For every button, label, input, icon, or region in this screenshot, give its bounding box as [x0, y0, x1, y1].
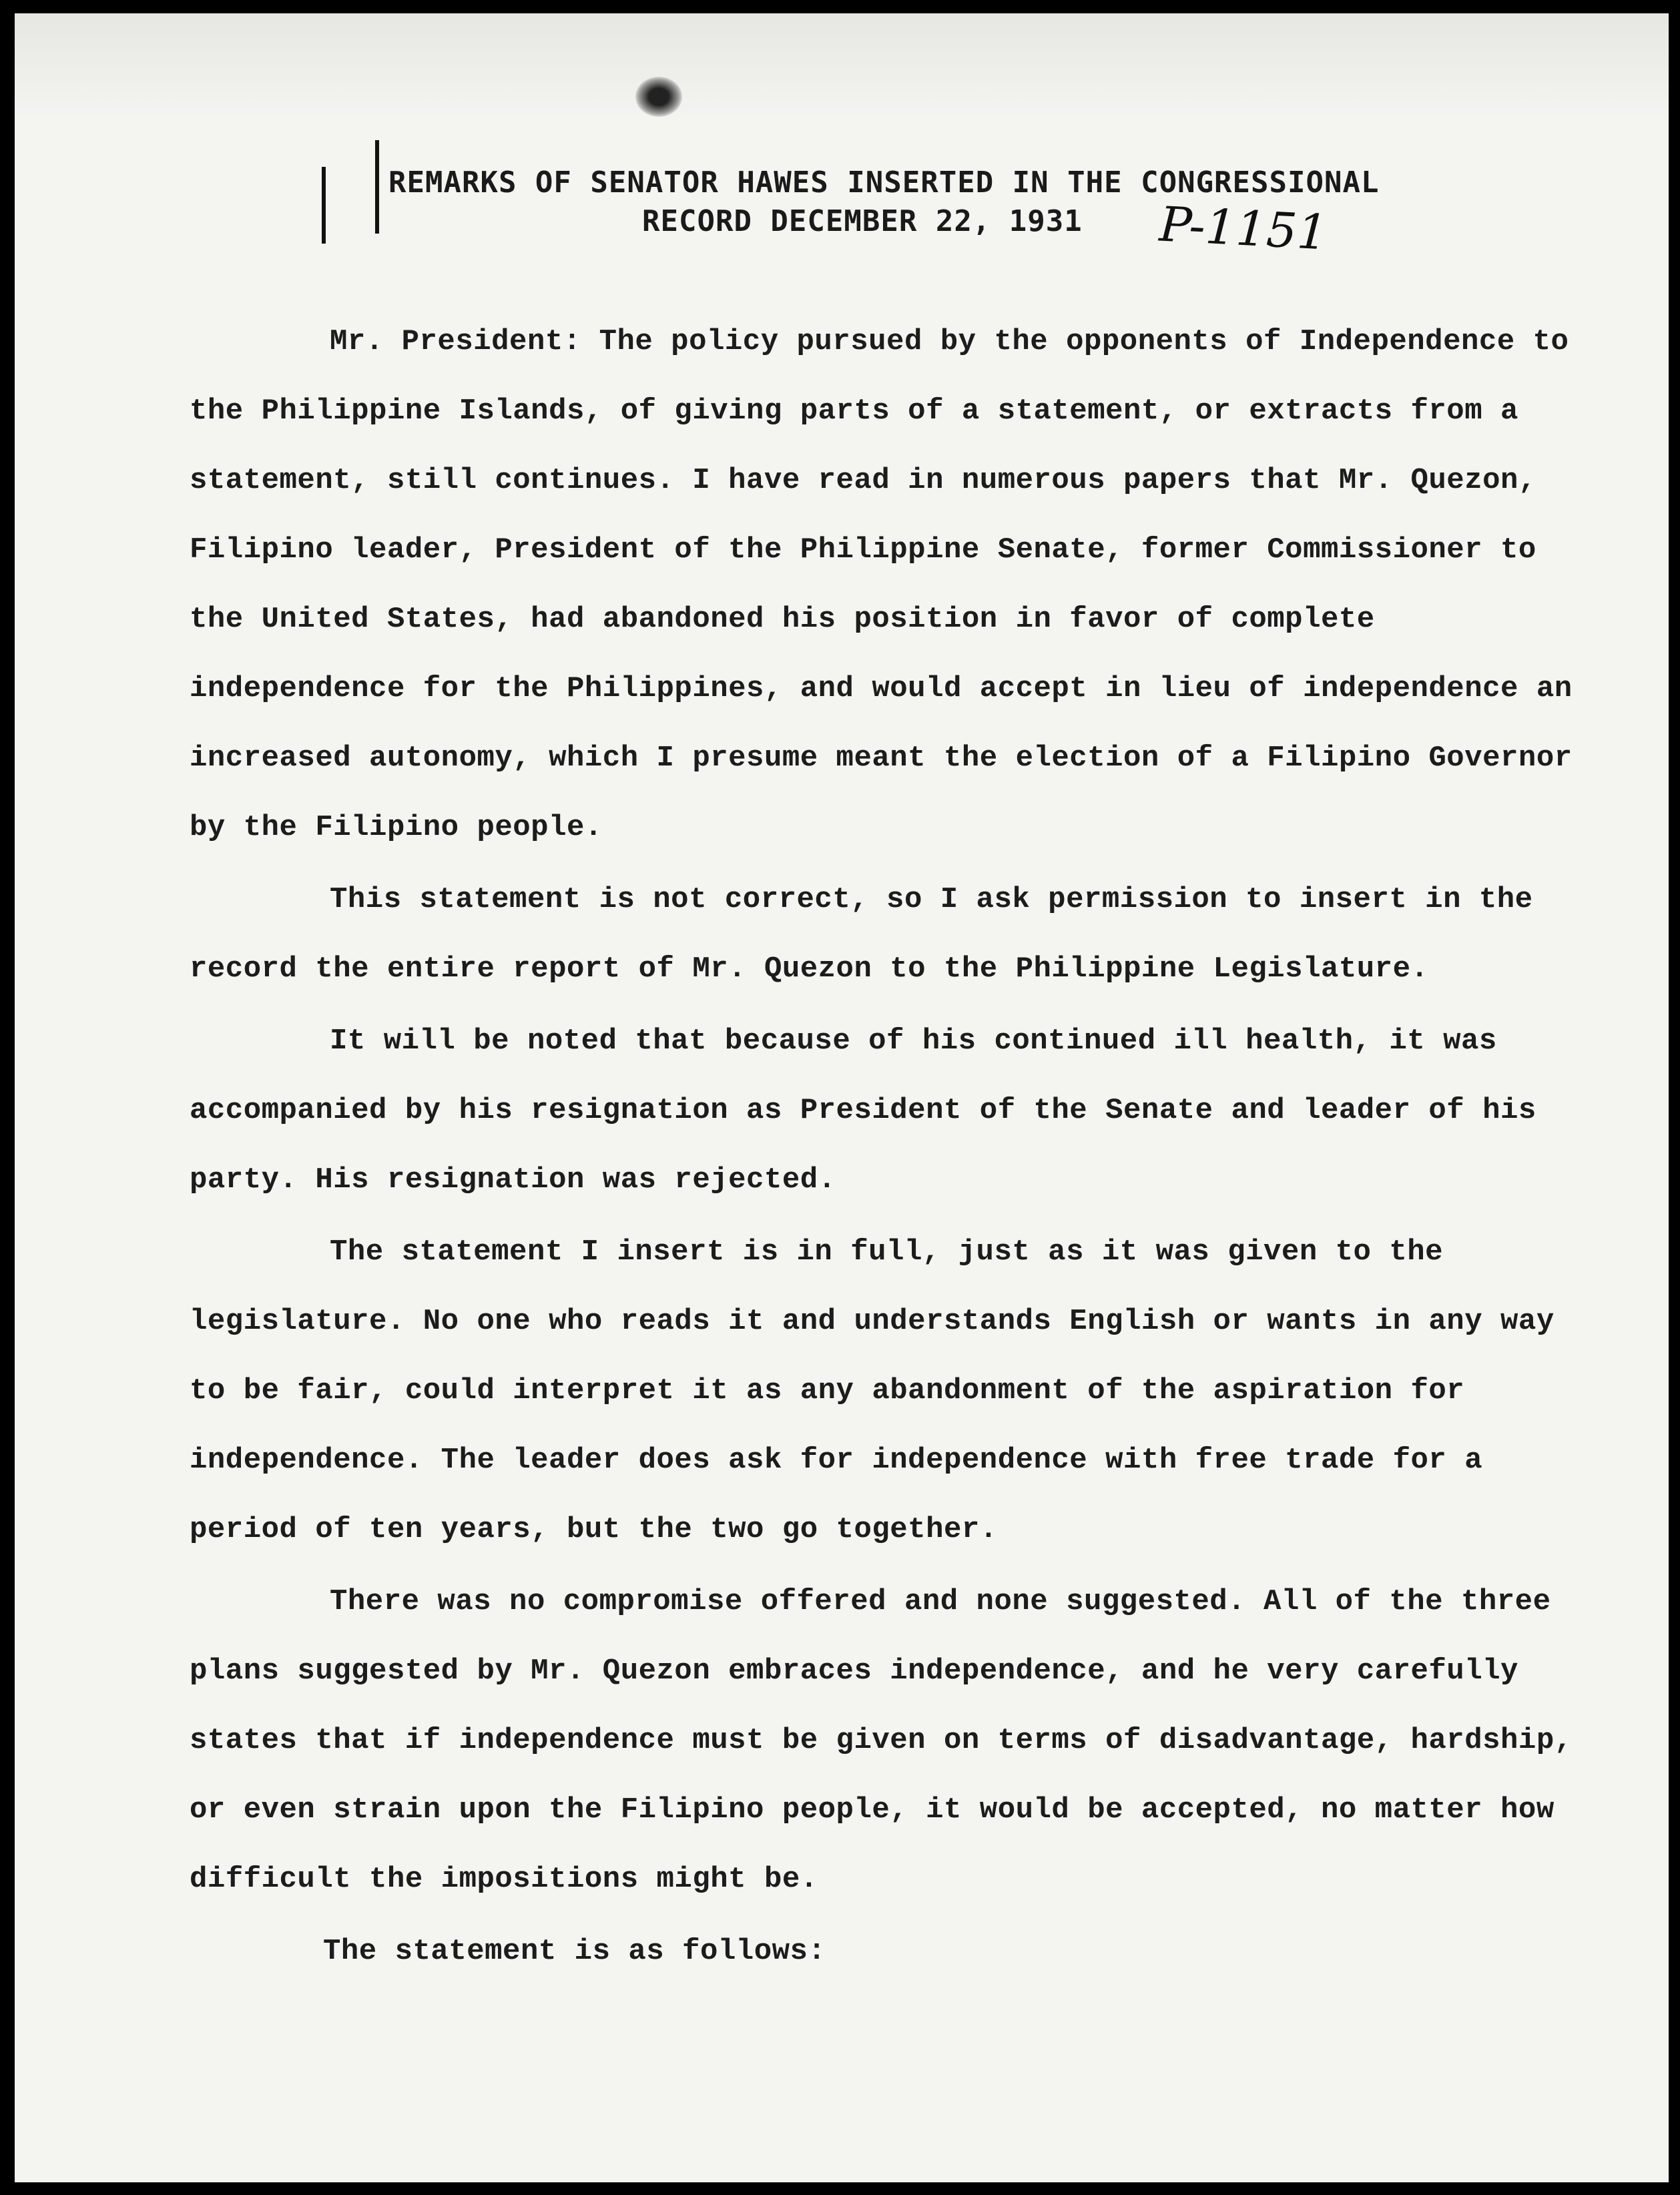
paragraph: The statement I insert is in full, just as it was given to the legislature. No one who reads it and understands English or wants in any way to be fair, could interpret it as any abandonment of the aspiration for independence. The leader does ask for independence with free trade for a period of ten years, but the two go together. — [190, 1235, 1573, 1546]
paragraph: Mr. President: The policy pursued by the opponents of Independence to the Philippine Islands, of giving parts of a statement, or extracts from a statement, still continues. I have read in numerous papers that Mr. Quezon, Filipino leader, President of the Philippine Senate, former Commissioner to the United States, had abandoned his position in favor of complete independence for the Philippines, and would accept in lieu of independence an increased autonomy, which I presume meant the election of a Filipino Governor by the Filipino people. — [190, 325, 1591, 844]
closing-line: The statement is as follows: — [323, 1935, 826, 1968]
document-body — [190, 307, 1591, 1989]
paragraph: There was no compromise offered and none suggested. All of the three plans suggested by Mr. Quezon embraces independence, and he very carefully states that if independence must be given on terms of disadvantage, hardship, or even strain upon the Filipino people, it would be accepted, no matter how difficult the impositions might be. — [190, 1585, 1591, 1896]
title-line-1: REMARKS OF SENATOR HAWES INSERTED IN THE CONGRESSIONAL — [388, 166, 1380, 200]
paragraph: It will be noted that because of his continued ill health, it was accompanied by his resignation as President of the Senate and leader of his party. His resignation was rejected. — [190, 1024, 1555, 1197]
margin-mark — [375, 140, 379, 234]
title-line-2: RECORD DECEMBER 22, 1931 — [642, 204, 1083, 238]
paragraph: This statement is not correct, so I ask permission to insert in the record the entire report of Mr. Quezon to the Philippine Legislature. — [190, 883, 1551, 986]
ink-smudge — [635, 77, 682, 117]
document-title — [388, 164, 1590, 241]
handwritten-note: P-1151 — [1157, 196, 1330, 261]
margin-mark — [322, 167, 326, 244]
document-page — [15, 13, 1669, 2182]
